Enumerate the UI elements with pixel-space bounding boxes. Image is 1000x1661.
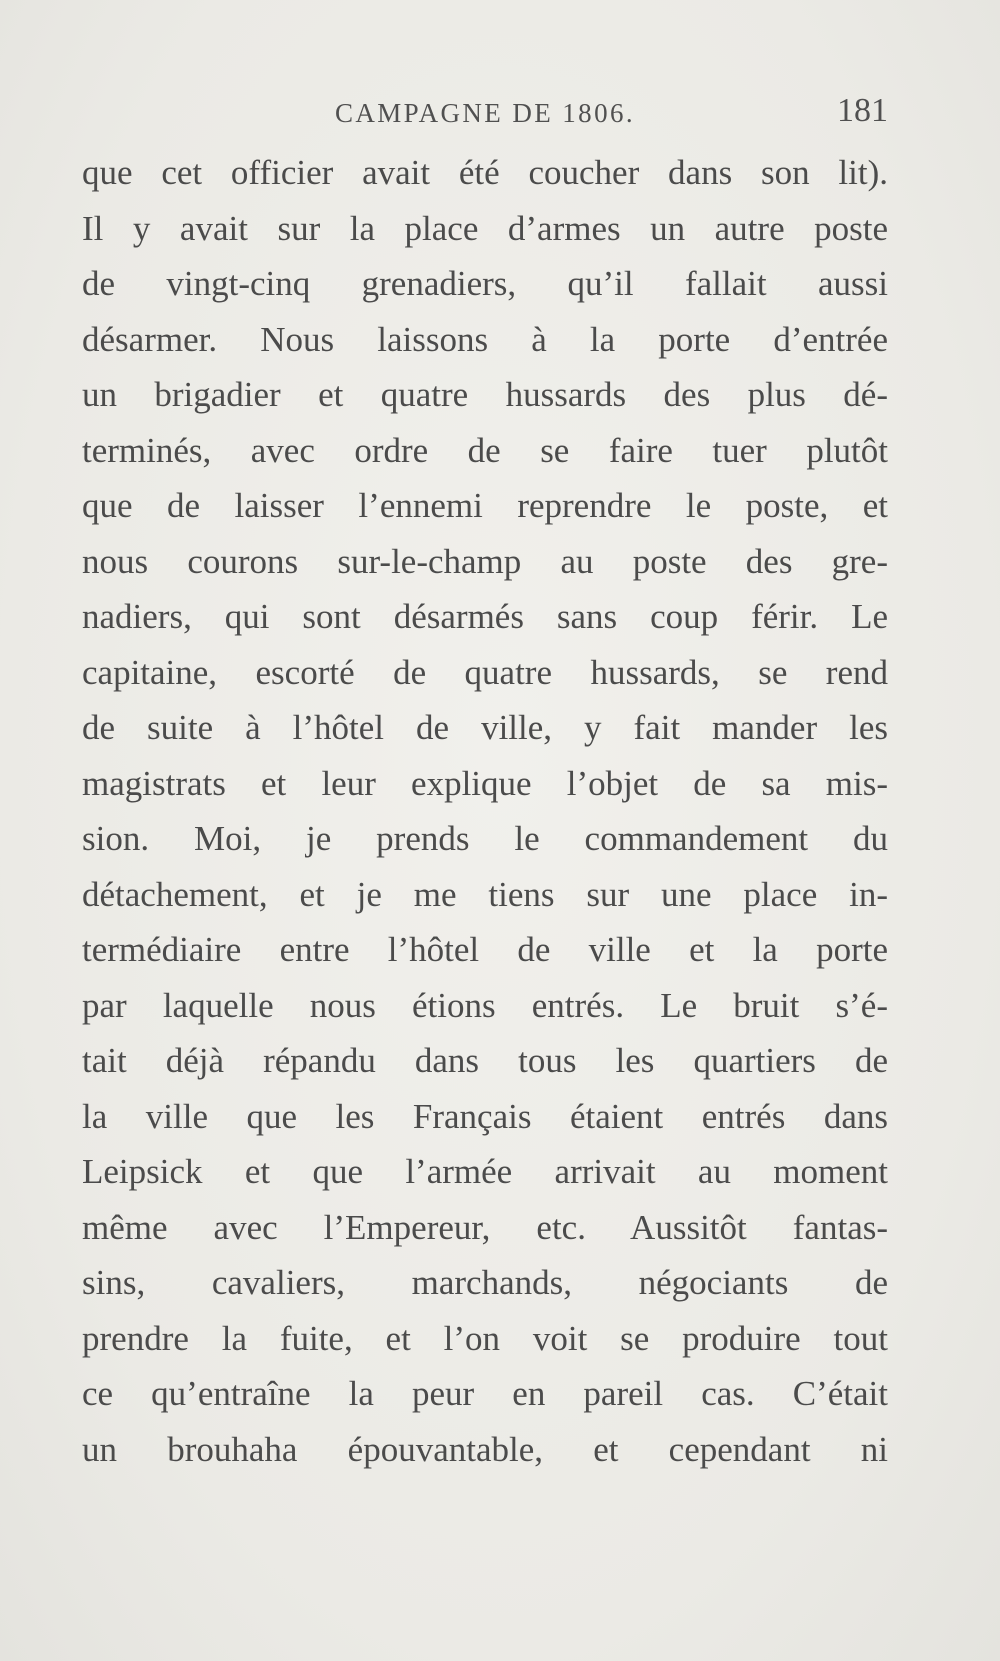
text-line: de suite à l’hôtel de ville, y fait mander les (82, 708, 888, 747)
text-line: Leipsick et que l’armée arrivait au moment (82, 1152, 888, 1191)
text-line: ce qu’entraîne la peur en pareil cas. C’était (82, 1374, 888, 1413)
text-line: la ville que les Français étaient entrés dans (82, 1096, 888, 1136)
text-line: tait déjà répandu dans tous les quartiers de (82, 1041, 888, 1080)
running-head (82, 92, 888, 132)
body-text (82, 145, 888, 1477)
text-line: un brigadier et quatre hussards des plus dé- (82, 375, 888, 414)
running-title: CAMPAGNE DE 1806. (334, 98, 636, 128)
text-line: désarmer. Nous laissons à la porte d’entrée (82, 319, 888, 359)
text-line: détachement, et je me tiens sur une place in- (82, 874, 888, 914)
text-line: magistrats et leur explique l’objet de sa mis- (82, 763, 888, 803)
text-line: Il y avait sur la place d’armes un autre poste (82, 208, 888, 248)
text-line: prendre la fuite, et l’on voit se produire tout (82, 1318, 888, 1358)
text-line: un brouhaha épouvantable, et cependant ni (82, 1429, 888, 1469)
text-line: termédiaire entre l’hôtel de ville et la porte (82, 930, 888, 969)
text-line: capitaine, escorté de quatre hussards, se rend (82, 652, 888, 692)
text-line: terminés, avec ordre de se faire tuer plutôt (82, 430, 888, 470)
text-line: nous courons sur-le-champ au poste des gre- (82, 541, 888, 581)
text-line: de vingt-cinq grenadiers, qu’il fallait aussi (82, 264, 888, 303)
text-line: sion. Moi, je prends le commandement du (82, 819, 888, 858)
text-line: que de laisser l’ennemi reprendre le poste, et (82, 486, 888, 525)
text-line: que cet officier avait été coucher dans son lit). (82, 153, 888, 192)
text-line: par laquelle nous étions entrés. Le bruit s’é- (82, 985, 888, 1025)
page-number: 181 (837, 92, 888, 129)
text-line: nadiers, qui sont désarmés sans coup férir. Le (82, 597, 888, 636)
text-line: sins, cavaliers, marchands, négociants de (82, 1263, 888, 1302)
text-line: même avec l’Empereur, etc. Aussitôt fantas- (82, 1207, 888, 1247)
